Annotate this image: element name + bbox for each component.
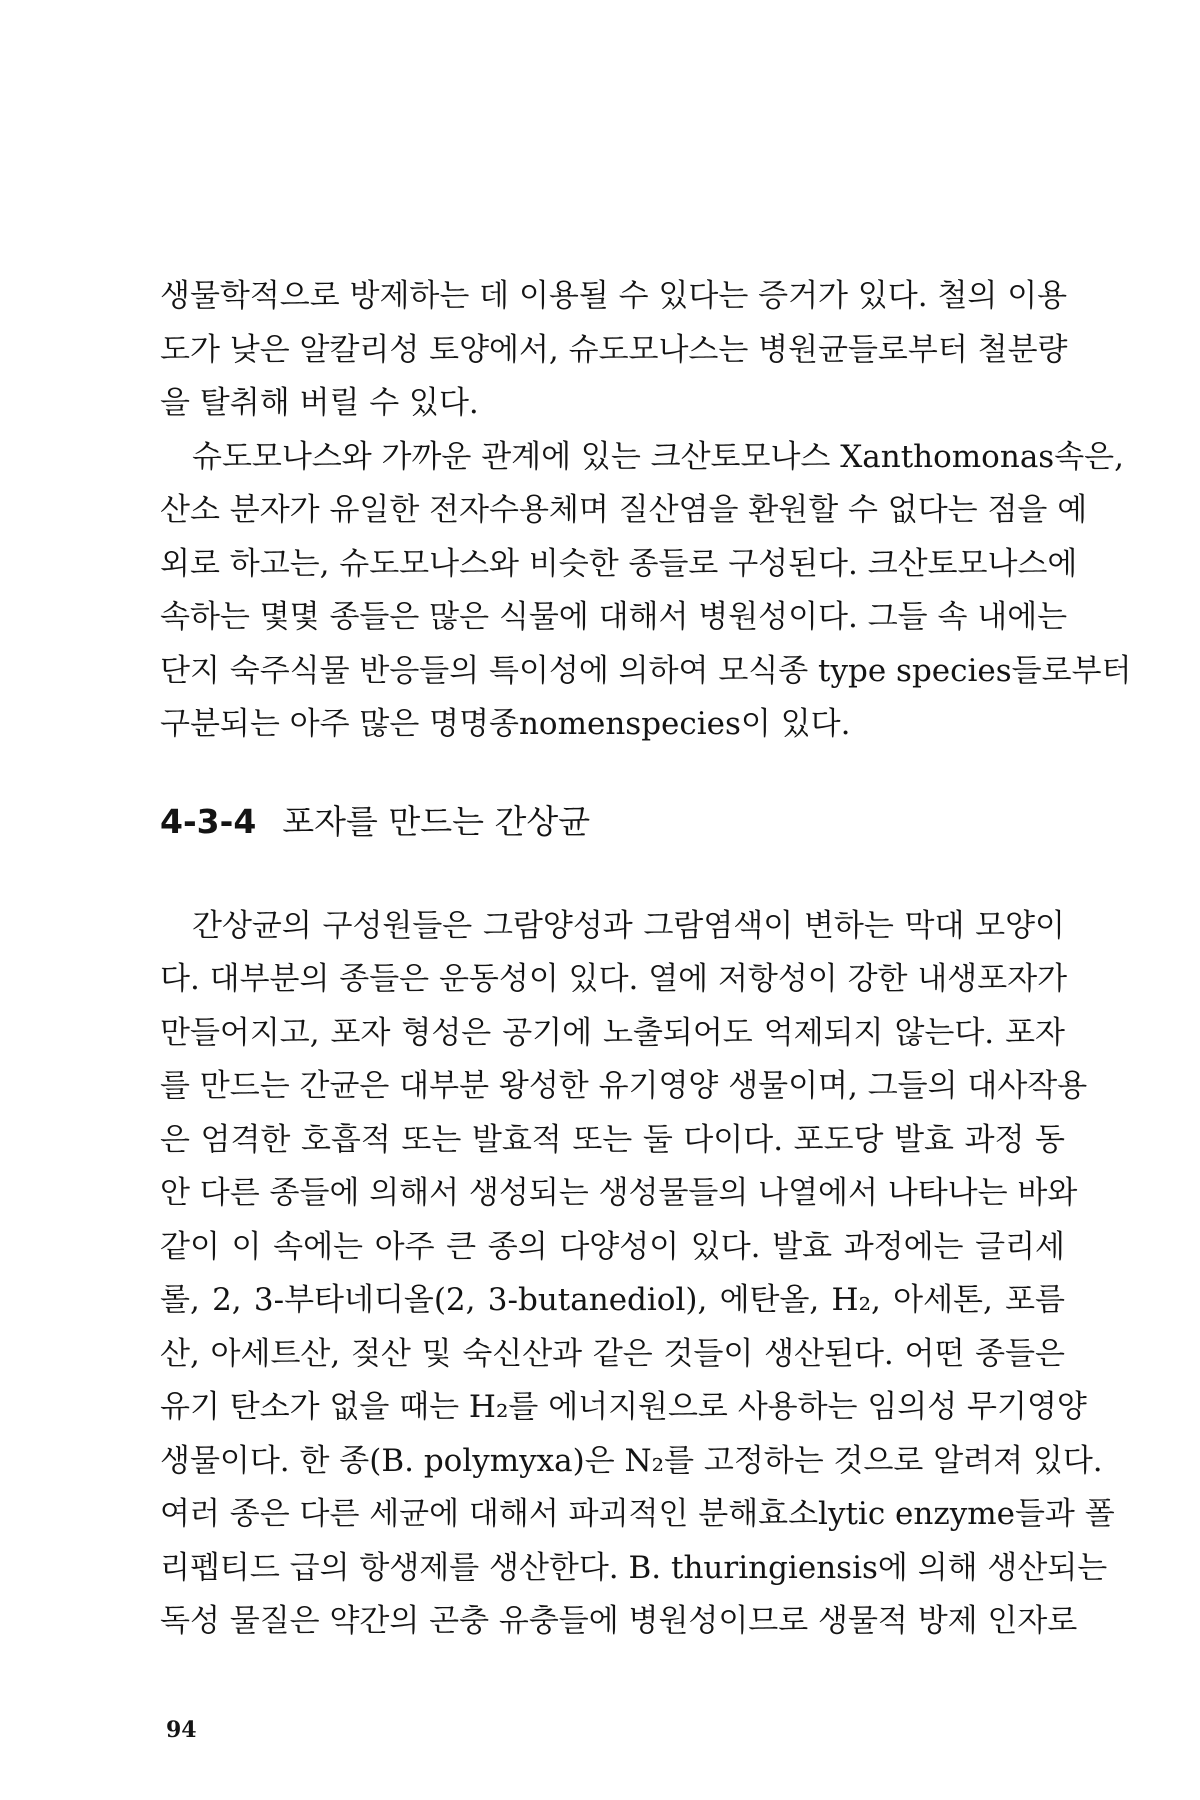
page-number: 94: [166, 1717, 197, 1743]
paragraph-xanthomonas: [160, 431, 1132, 752]
text-line: 단지 숙주식물 반응들의 특이성에 의하여 모식종 type species들로부터: [160, 652, 1132, 689]
text-line: 유기 탄소가 없을 때는 H₂를 에너지원으로 사용하는 임의성 무기영양: [160, 1389, 1087, 1425]
text-line: 여러 종은 다른 세균에 대해서 파괴적인 분해효소lytic enzyme들과 폴: [160, 1496, 1115, 1532]
text-line: 속하는 몇몇 종들은 많은 식물에 대해서 병원성이다. 그들 속 내에는: [160, 599, 1068, 635]
text-line: 롤, 2, 3-부타네디올(2, 3-butanediol), 에탄올, H₂, 아세톤, 포름: [160, 1282, 1065, 1318]
text-line: 구분되는 아주 많은 명명종nomenspecies이 있다.: [160, 706, 851, 742]
section-number: 4-3-4: [160, 801, 257, 841]
text-line: 리펩티드 급의 항생제를 생산한다. B. thuringiensis에 의해 생산되는: [160, 1549, 1108, 1586]
text-line: 다. 대부분의 종들은 운동성이 있다. 열에 저항성이 강한 내생포자가: [160, 961, 1068, 997]
paragraph-top: [160, 270, 1068, 431]
text-line: 을 탈취해 버릴 수 있다.: [160, 385, 479, 421]
text-line: 만들어지고, 포자 형성은 공기에 노출되어도 억제되지 않는다. 포자: [160, 1014, 1065, 1051]
section-heading: [160, 792, 1065, 852]
section-title: 포자를 만드는 간상균: [282, 801, 591, 841]
paragraph-bacilli: [160, 900, 1115, 1649]
text-line: 간상균의 구성원들은 그람양성과 그람염색이 변하는 막대 모양이: [192, 907, 1065, 944]
text-line: 안 다른 종들에 의해서 생성되는 생성물들의 나열에서 나타나는 바와: [160, 1175, 1078, 1211]
text-line: 산소 분자가 유일한 전자수용체며 질산염을 환원할 수 없다는 점을 예: [160, 492, 1088, 528]
text-line: 외로 하고는, 슈도모나스와 비슷한 종들로 구성된다. 크산토모나스에: [160, 545, 1078, 582]
text-line: 도가 낮은 알칼리성 토양에서, 슈도모나스는 병원균들로부터 철분량: [160, 331, 1068, 368]
text-line: 를 만드는 간균은 대부분 왕성한 유기영양 생물이며, 그들의 대사작용: [160, 1068, 1088, 1104]
page-body: [160, 270, 1132, 1649]
text-line: 슈도모나스와 가까운 관계에 있는 크산토모나스 Xanthomonas속은,: [192, 438, 1124, 475]
text-line: 은 엄격한 호흡적 또는 발효적 또는 둘 다이다. 포도당 발효 과정 동: [160, 1121, 1065, 1158]
text-line: 생물학적으로 방제하는 데 이용될 수 있다는 증거가 있다. 철의 이용: [160, 278, 1068, 314]
text-line: 같이 이 속에는 아주 큰 종의 다양성이 있다. 발효 과정에는 글리세: [160, 1228, 1065, 1265]
text-line: 독성 물질은 약간의 곤충 유충들에 병원성이므로 생물적 방제 인자로: [160, 1603, 1078, 1639]
text-line: 산, 아세트산, 젖산 및 숙신산과 같은 것들이 생산된다. 어떤 종들은: [160, 1335, 1065, 1372]
text-line: 생물이다. 한 종(B. polymyxa)은 N₂를 고정하는 것으로 알려져 있다.: [160, 1442, 1103, 1479]
